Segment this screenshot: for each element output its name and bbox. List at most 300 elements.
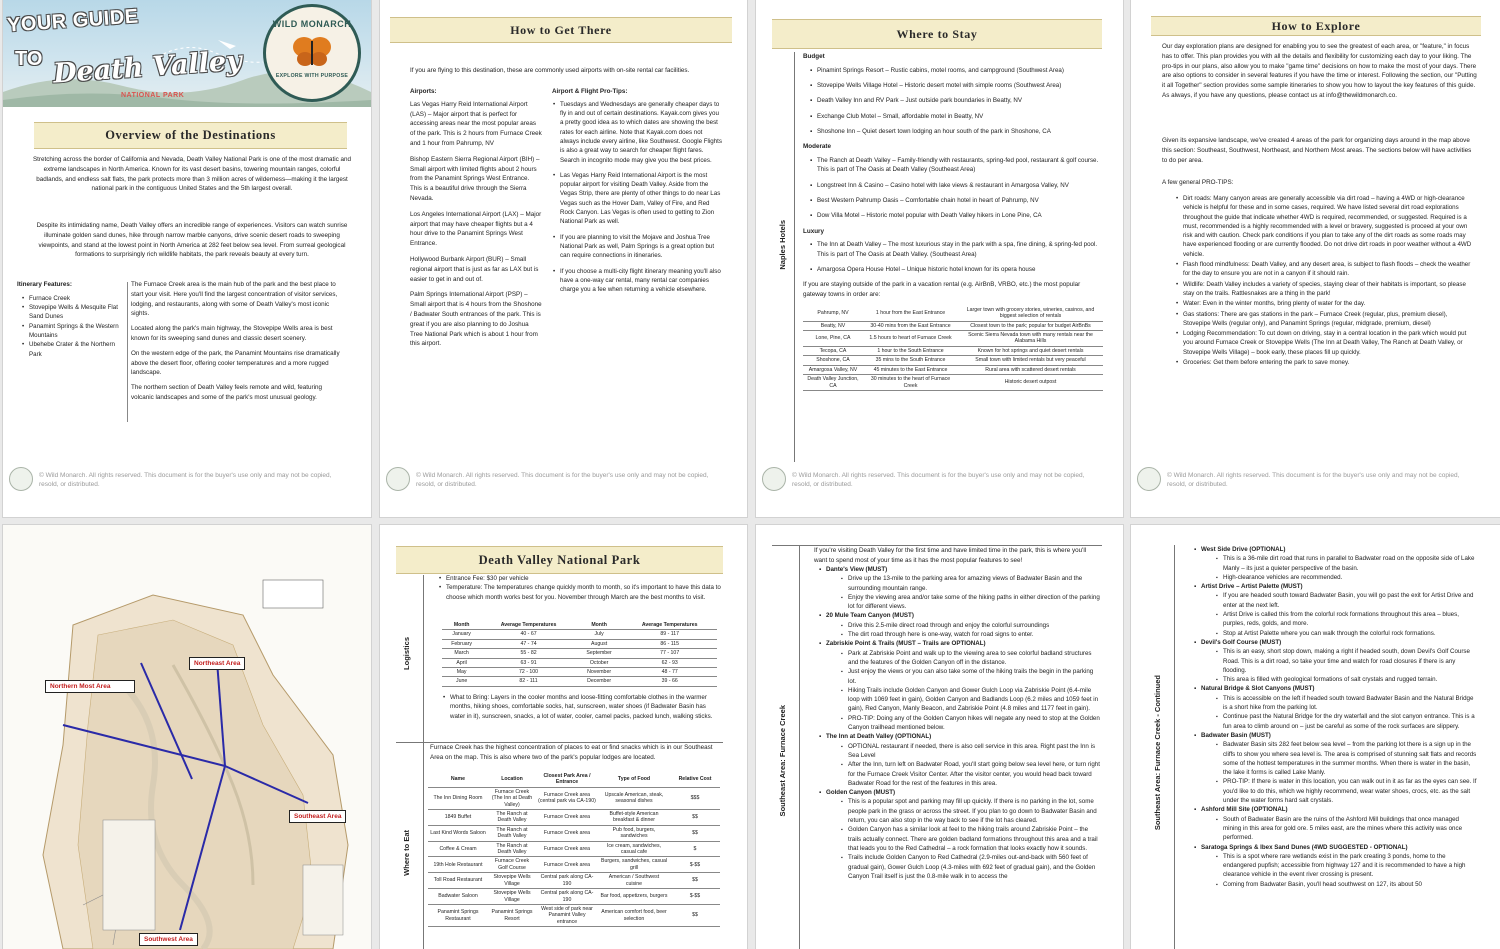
cover-title-1: YOUR GUIDE [6, 5, 140, 37]
table-cell: Badwater Saloon [428, 889, 488, 905]
hotel-item: ▪ Stovepipe Wells Village Hotel – Historic desert motel with simple rooms (Southwest Area) [809, 81, 1103, 90]
table-row [803, 365, 1103, 374]
table-cell: Scenic Sierra Nevada town with many rentals near the Alabama Hills [958, 331, 1103, 347]
table-cell: Central park along CA-190 [536, 873, 598, 889]
table-row [428, 889, 720, 905]
column-header: Month [576, 621, 623, 630]
explore-tip: • Gas stations: There are gas stations in the park – Furnace Creek (regular, plus, premium diesel), Stovepipe Wells (regular only), and Panamint Springs (regular, midgrade, premium, diesel) [1175, 310, 1475, 329]
page-footer [762, 471, 1092, 489]
table-cell: February [442, 639, 481, 648]
protips-heading: A few general PRO-TIPS: [1162, 179, 1234, 186]
footer-logo-icon [1137, 467, 1161, 491]
budget-label: Budget [803, 53, 825, 60]
table-cell: 86 - 115 [622, 639, 717, 648]
entrance-fee: • Entrance Fee: $30 per vehicle [438, 574, 723, 583]
airport-bur: Hollywood Burbank Airport (BUR) – Small regional airport that is just as far as LAX but is easier to get in and out of. [410, 255, 539, 283]
table-cell: Furnace Creek area (central park via CA-190) [536, 787, 598, 809]
table-cell: 1849 Buffet [428, 810, 488, 826]
stay-heading: Where to Stay [772, 19, 1102, 49]
badge-top-text: WILD MONARCH [272, 19, 352, 29]
explore-intro-1: Our day exploration plans are designed for enabling you to see the greatest of each area, or "feature," in focus has to offer. This plan provides you with all the details and flexibility for customizing each day to your liking. The pro-tips in our plans, also allow you to make "game time" decisions on how to make the most of your days. There are also options to consider in several features if you have the time or interest. Following the section, our "Putting it all Together" section provides some sample itineraries to show you how to layout the key features of this guide. As always, if you have any questions, please contact us at info@thewildmonarch.co. [1162, 43, 1477, 99]
table-cell: Pahrump, NV [803, 306, 863, 321]
feature-item [818, 639, 1100, 732]
airports-intro: If you are flying to this destination, these are commonly used airports with on-site rental car facilities. [410, 67, 690, 74]
table-row [803, 356, 1103, 365]
column-header: Month [442, 621, 481, 630]
table-cell: Furnace Creek area [536, 841, 598, 857]
temperature-note: • Temperature: The temperatures change quickly month to month, so it's important to have this data to choose which month works best for you. November through March are the best months to visit. [438, 583, 723, 602]
feature-title: ▪ The Inn at Death Valley (OPTIONAL) [826, 733, 932, 741]
continued-side-label: Southeast Area: Furnace Creek - Continued [1153, 675, 1162, 831]
page-where-to-stay [756, 0, 1123, 517]
hotel-item: ▪ The Ranch at Death Valley – Family-friendly with restaurants, spring-fed pool, restaurant & golf course. This is part of The Oasis at Death Valley (Southeast Area) [809, 156, 1103, 175]
table-header-row [428, 772, 720, 787]
feature-item: • Ubehebe Crater & the Northern Park [21, 340, 127, 359]
table-cell: American comfort food, beer selection [598, 904, 670, 926]
feature-title: ▪ Saratoga Springs & Ibex Sand Dunes (4WD SUGGESTED - OPTIONAL) [1201, 843, 1408, 851]
feature-title: ▪ Artist Drive – Artist Palette (MUST) [1201, 583, 1303, 591]
feature-detail: ▪ The dirt road through here is one-way, watch for road signs to enter. [840, 630, 1100, 639]
feature-detail: ▪ After the Inn, turn left on Badwater Road, you'll start going below sea level here, or turn right for the Furnace Creek Visitor Center. After the visitor center, you would head back toward Badwater Road for the rest of the features in this area. [840, 760, 1100, 788]
where-to-eat-intro: Furnace Creek has the highest concentration of places to eat or find snacks which is in our Southeast Area on the map. This is also where two of the park's popular lodges are located. [430, 744, 713, 761]
logistics-rule [423, 575, 424, 949]
feature-detail: ▪ This is a 36-mile dirt road that runs in parallel to Badwater road on the opposite side of Lake Manly – its just a quieter perspective of the basin. [1215, 554, 1477, 573]
table-cell: Historic desert outpost [958, 375, 1103, 391]
feature-detail: ▪ Badwater Basin sits 282 feet below sea level – from the parking lot there is a sign up in the cliffs to show you where sea level is. The area is comprised of stunning salt flats and records some of the hottest temperatures in the summer months. When there is water in the basin, the lake it forms is called Lake Manly. [1215, 740, 1477, 777]
footer-logo-icon [762, 467, 786, 491]
gateway-note: If you are staying outside of the park in a vacation rental (e.g. AirBnB, VRBO, etc.) the most popular gateway towns in order are: [803, 281, 1081, 299]
table-cell: Furnace Creek area [536, 810, 598, 826]
airports-column [410, 87, 542, 349]
table-cell: 45 minutes to the East Entrance [863, 365, 958, 374]
page-park-logistics [380, 525, 747, 949]
footer-text: © Wild Monarch. All rights reserved. This document is for the buyer's use only and may not be copied, resold, or distributed. [416, 472, 709, 488]
features-title: Itinerary Features: [17, 281, 72, 288]
southeast-side-rule [799, 545, 800, 949]
table-cell: The Ranch at Death Valley [488, 810, 536, 826]
table-row [428, 841, 720, 857]
table-cell: Coffee & Cream [428, 841, 488, 857]
table-cell: 35 mins to the South Entrance [863, 356, 958, 365]
what-to-bring: • What to Bring: Layers in the cooler months and loose-fitting comfortable clothes in the warmer months, hiking shoes, comfortable socks, hat, sunscreen, water shoes (if Badwater Basin has water in it), sunscreen, snacks, a lot of water, cooler, camel packs, packed lunch, walking sticks. [442, 693, 722, 721]
table-cell: 63 - 91 [481, 658, 576, 667]
table-cell: $ [670, 841, 720, 857]
table-cell: Known for hot springs and quiet desert rentals [958, 346, 1103, 355]
column-header: Closest Park Area / Entrance [536, 772, 598, 787]
table-row [803, 375, 1103, 391]
feature-item [818, 732, 1100, 788]
table-cell: The Ranch at Death Valley [488, 841, 536, 857]
restaurants-table [428, 772, 720, 927]
feature-detail: ▪ Drive this 2.5-mile direct road through and enjoy the colorful surroundings [840, 621, 1100, 630]
table-cell: Last Kind Words Saloon [428, 825, 488, 841]
feature-item [1193, 638, 1477, 684]
table-cell: 89 - 117 [622, 630, 717, 639]
table-cell: Shoshone, CA [803, 356, 863, 365]
table-cell: 30-40 mins from the East Entrance [863, 321, 958, 330]
feature-divider [127, 282, 128, 422]
table-cell: Small town with limited rentals but very peaceful [958, 356, 1103, 365]
table-cell: Buffet-style American breakfast & dinner [598, 810, 670, 826]
feature-title: ▪ Badwater Basin (MUST) [1201, 731, 1271, 739]
feature-title: ▪ Zabriskie Point & Trails (MUST – Trails are OPTIONAL) [826, 640, 986, 648]
feature-subitems [1201, 815, 1477, 843]
table-cell: 30 minutes to the heart of Furnace Creek [863, 375, 958, 391]
table-cell: Furnace Creek Golf Course [488, 857, 536, 873]
table-cell: 40 - 67 [481, 630, 576, 639]
table-cell: September [576, 649, 623, 658]
feature-subitems [1201, 852, 1477, 889]
table-cell: July [576, 630, 623, 639]
table-cell: Central park along CA-190 [536, 889, 598, 905]
page-map [3, 525, 371, 949]
explore-tip: • Dirt roads: Many canyon areas are generally accessible via dirt road – having a 4WD or high-clearance vehicle is helpful for these and in some cases, required. We have listed several dirt road explorations throughout the guide that indicate whether 4WD is required, recommended, or suggested. Required is a must, recommended is a highly recommended with a level or bravery, suggested is proceed at your own risk and with caution. Check park conditions if you plan to take any of the dirt roads as some roads may have experienced flooding or are currently flooded. Do not drive dirt roads in poor weather without a 4WD vehicle. [1175, 194, 1475, 259]
feature-detail: ▪ Coming from Badwater Basin, you'll head southwest on 127, its about 50 [1215, 880, 1477, 889]
feature-title: ▪ West Side Drive (OPTIONAL) [1201, 546, 1286, 553]
feature-detail: ▪ PRO-TIP: If there is water in this location, you can walk out in it as far as the eyes can see. If you'd like to do this, which we highly recommend, wear water shoes, crocs, etc. as the salt under the water forms hard salt crystals. [1215, 777, 1477, 805]
table-cell: Toll Road Restaurant [428, 873, 488, 889]
hotel-item: ▪ The Inn at Death Valley – The most luxurious stay in the park with a spa, fine dining, & spring-fed pool. This is part of The Oasis at Death Valley. (Southeast Area) [809, 240, 1103, 259]
feature-descriptions [131, 280, 343, 403]
table-row [803, 346, 1103, 355]
explore-tip: • Groceries: Get them before entering the park to save money. [1175, 358, 1475, 367]
logistics-side-label: Logistics [402, 637, 411, 670]
airport-bih: Bishop Eastern Sierra Regional Airport (BIH) – Small airport with limited flights about 2 hours from the Panamint Springs West Entrance. This is a beautiful drive through the Sierra Nevada. [410, 155, 540, 202]
table-cell: $$ [670, 825, 720, 841]
table-cell: 82 - 111 [481, 677, 576, 686]
table-cell: 1.5 hours to heart of Furnace Creek [863, 331, 958, 347]
feature-detail: ▪ Drive up the 13-mile to the parking area for amazing views of Badwater Basin and the surrounding mountain range. [840, 574, 1100, 593]
table-cell: Stovepipe Wells Village [488, 873, 536, 889]
table-row [442, 658, 717, 667]
feature-detail: ▪ This area is filled with geological formations of salt crystals and rugged terrain. [1215, 675, 1477, 684]
table-cell: 77 - 107 [622, 649, 717, 658]
table-row [428, 873, 720, 889]
feature-item [1193, 805, 1477, 842]
feature-detail: ▪ This is accessible on the left if headed south toward Badwater Basin and the Natural Bridge is a short hike from the parking lot. [1215, 694, 1477, 713]
table-cell: 47 - 74 [481, 639, 576, 648]
hotel-item: ▪ Exchange Club Motel – Small, affordable motel in Beatty, NV [809, 112, 1103, 121]
continued-features-list [1193, 545, 1477, 889]
badge-bottom-text: EXPLORE WITH PURPOSE [275, 73, 349, 79]
cover-subtitle: NATIONAL PARK [121, 92, 185, 99]
map-label-northern-most: Northern Most Area [45, 680, 135, 693]
feature-title: ▪ Golden Canyon (MUST) [826, 789, 896, 797]
table-cell: Bar food, appetizers, burgers [598, 889, 670, 905]
table-cell: January [442, 630, 481, 639]
table-row [803, 321, 1103, 330]
table-header-row [442, 621, 717, 630]
feature-detail: ▪ Hiking Trails include Golden Canyon and Gower Gulch Loop via Zabriskie Point (6.4-mile loop with 1069 feet in gain), Golden Canyon and Badlands Loop (6.2 miles and 1059 feet in gain), Red Canyon, Manly Beacon, and Zabriskie Point (4.8 miles and 1177 feet in gain). [840, 686, 1100, 714]
airport-psp: Palm Springs International Airport (PSP) – Small airport that is 4 hours from the Shoshone / Badwater South entrances of the park. This is great if you are also planning to do Joshua Tree National Park which is about 1 hour from this airport. [410, 291, 542, 348]
feature-item [1193, 684, 1477, 730]
hotel-item: ▪ Longstreet Inn & Casino – Casino hotel with lake views & restaurant in Amargosa Valley, NV [809, 181, 1103, 190]
table-row [428, 825, 720, 841]
moderate-label: Moderate [803, 143, 831, 151]
page-southeast-continued [1131, 525, 1500, 949]
table-cell: Furnace Creek (The Inn at Death Valley) [488, 787, 536, 809]
column-header: Type of Food [598, 772, 670, 787]
southeast-intro: If you're visiting Death Valley for the first time and have limited time in the park, this is where you'll want to spend most of your time as it has the most popular features to see! [814, 547, 1087, 564]
park-heading: Death Valley National Park [396, 546, 723, 574]
airports-title: Airports: [410, 88, 437, 95]
cover-title-3: Death Valley [52, 45, 243, 90]
table-cell: Rural area with scattered desert rentals [958, 365, 1103, 374]
itinerary-features [17, 280, 127, 359]
brand-badge [263, 4, 361, 102]
feature-item: • Stovepipe Wells & Mesquite Flat Sand Dunes [21, 303, 127, 322]
table-cell: October [576, 658, 623, 667]
footer-text: © Wild Monarch. All rights reserved. This document is for the buyer's use only and may not be copied, resold, or distributed. [39, 472, 332, 488]
table-cell: 72 - 100 [481, 668, 576, 677]
column-header: Location [488, 772, 536, 787]
feature-detail: ▪ This is a spot where rare wetlands exist in the park creating 3 ponds, home to the endangered pupfish; accessible from highway 127 and it is recommended to have a high clearance vehicle in the event river crossing is present. [1215, 852, 1477, 880]
table-cell: Burgers, sandwiches, casual grill [598, 857, 670, 873]
table-cell: Pub food, burgers, sandwiches [598, 825, 670, 841]
page-overview [3, 0, 371, 517]
table-row [428, 810, 720, 826]
feature-subitems [1201, 591, 1477, 637]
table-cell: Lone, Pine, CA [803, 331, 863, 347]
footer-logo-icon [386, 467, 410, 491]
page-footer [1137, 471, 1467, 489]
table-cell: March [442, 649, 481, 658]
table-cell: May [442, 668, 481, 677]
page-footer [9, 471, 339, 489]
stay-content [803, 52, 1103, 391]
table-cell: Furnace Creek area [536, 825, 598, 841]
feature-item: • Furnace Creek [21, 294, 127, 303]
airport-lax: Los Angeles International Airport (LAX) – Major airport that may have cheaper flights but a 4 hour drive to the Panamint Springs West Entrance. [410, 210, 542, 248]
feature-subitems [826, 574, 1100, 611]
explore-tips-list [1175, 194, 1475, 367]
table-row [442, 668, 717, 677]
feature-detail: ▪ This is an easy, short stop down, making a right if headed south, down Devil's Golf Course Road. This is a dirt road, so take your time and watch for road closures if there is any flooding. [1215, 647, 1477, 675]
table-cell: 55 - 82 [481, 649, 576, 658]
southeast-side-label: Southeast Area: Furnace Creek [778, 705, 787, 817]
table-cell: April [442, 658, 481, 667]
butterfly-icon [292, 35, 332, 67]
column-header: Average Temperatures [481, 621, 576, 630]
table-cell: Tecopa, CA [803, 346, 863, 355]
table-cell: The Ranch at Death Valley [488, 825, 536, 841]
feature-item [818, 788, 1100, 881]
overview-intro-2: Despite its intimidating name, Death Valley offers an incredible range of experiences. Visitors can watch sunrise illuminate golden sand dunes, hike through narrow marble canyons, drive scenic desert roads to sweeping viewpoints, and stand at the lowest point in North America at 282 feet below sea level. From surreal geological formations to surprisingly rich wildlife habitats, the park reveals beauty at every turn. [36, 222, 348, 259]
feature-detail: ▪ Artist Drive is called this from the colorful rock formations throughout this area – blues, purples, reds, golds, and more. [1215, 610, 1477, 629]
feature-detail: ▪ Continue past the Natural Bridge for the dry waterfall and the slot canyon entrance. This is a fun area to climb around on – just be careful as some of the rock surfaces are slippery. [1215, 712, 1477, 731]
feature-subitems [826, 649, 1100, 733]
explore-heading: How to Explore [1151, 16, 1481, 36]
table-cell: $$ [670, 904, 720, 926]
feature-subitems [826, 621, 1100, 640]
feature-detail: ▪ Trails include Golden Canyon to Red Cathedral (2.9-miles out-and-back with 560 feet of gradual gain), Gower Gulch Loop (4.3-miles with 692 feet of gradual gain), and the Golden Canyon Trail itself is just the 0.8-mile walk in to access the [840, 853, 1100, 881]
airport-las: Las Vegas Harry Reid International Airport (LAS) – Major airport that is perfect for accessing areas near the most popular areas of the park. This is 2 hours from Furnace Creek and 1 hour from Pahrump, NV [410, 100, 542, 147]
page-footer [386, 471, 716, 489]
feature-subitems [826, 742, 1100, 788]
what-to-bring-list [442, 693, 722, 721]
column-header: Average Temperatures [622, 621, 717, 630]
stovepipe-desc: Located along the park's main highway, the Stovepipe Wells area is best known for its sweeping sand dunes and classic desert scenery. [131, 325, 333, 342]
table-cell: Closest town to the park; popular for budget AirBnBs [958, 321, 1103, 330]
feature-detail: ▪ This is a popular spot and parking may fill up quickly. If there is no parking in the lot, some people park in the grass or across the street. If you plan to go down to Badwater Basin and return, you can also stop in the way back to see if the lot has cleared. [840, 797, 1100, 825]
table-row [803, 306, 1103, 321]
table-cell: The Inn Dining Room [428, 787, 488, 809]
table-cell: Beatty, NV [803, 321, 863, 330]
feature-detail: ▪ South of Badwater Basin are the ruins of the Ashford Mill buildings that once managed mining in this area for gold ore. 5 miles east, are the mines where this activity was once performed. [1215, 815, 1477, 843]
feature-item [818, 565, 1100, 611]
table-row [428, 904, 720, 926]
table-cell: $-$$ [670, 889, 720, 905]
table-cell: Upscale American, steak, seasonal dishes [598, 787, 670, 809]
table-cell: Ice cream, sandwiches, casual cafe [598, 841, 670, 857]
table-cell: August [576, 639, 623, 648]
protip-item: • If you are planning to visit the Mojave and Joshua Tree National Park as well, Palm Springs is a great option but can require connections in itineraries. [552, 233, 722, 261]
feature-item [1193, 545, 1477, 582]
page-southeast-area [756, 525, 1123, 949]
feature-detail: ▪ Stop at Artist Palette where you can walk through the colorful rock formations. [1215, 629, 1477, 638]
getting-there-heading: How to Get There [390, 17, 732, 43]
feature-subitems [826, 797, 1100, 881]
table-cell: 39 - 66 [622, 677, 717, 686]
feature-title: ▪ 20 Mule Team Canyon (MUST) [826, 612, 914, 620]
feature-detail: ▪ If you are headed south toward Badwater Basin, you will go past the exit for Artist Drive and enter at the next left. [1215, 591, 1477, 610]
table-cell: $$ [670, 873, 720, 889]
protips-list [552, 100, 722, 295]
hotel-item: ▪ Pinamint Springs Resort – Rustic cabins, motel rooms, and campground (Southwest Area) [809, 66, 1103, 75]
table-cell: 19th Hole Restaurant [428, 857, 488, 873]
protips-title: Airport & Flight Pro-Tips: [552, 88, 628, 95]
furnace-creek-desc: The Furnace Creek area is the main hub of the park and the best place to start your visit. Here you'll find the largest concentration of visitor services, lodging, and restaurants, along with some of Death Valley's most iconic sights. [131, 281, 338, 318]
feature-detail: ▪ OPTIONAL restaurant if needed, there is also cell service in this area. Right past the Inn is Sea Level [840, 742, 1100, 761]
feature-detail: ▪ Just enjoy the views or you can also take some of the hiking trails the begin in the parking lot. [840, 667, 1100, 686]
protip-item: • Las Vegas Harry Reid International Airport is the most popular airport for visiting Death Valley. Aside from the Vegas Strip, there are plenty of other things to do near Las Vegas such as the Hover Dam, Valley of Fire, and Red Rock Canyon. Las Vegas is often used to getting to Zion National Park as well. [552, 171, 722, 227]
footer-logo-icon [9, 467, 33, 491]
table-cell: Furnace Creek area [536, 857, 598, 873]
park-map [3, 525, 371, 949]
feature-subitems [1201, 694, 1477, 731]
table-cell: 48 - 77 [622, 668, 717, 677]
hotel-item: ▪ Shoshone Inn – Quiet desert town lodging an hour south of the park in Shoshone, CA [809, 127, 1103, 136]
protips-column [552, 87, 722, 294]
feature-title: ▪ Devil's Golf Course (MUST) [1201, 638, 1282, 646]
feature-item: • Panamint Springs & the Western Mountains [21, 322, 127, 341]
protip-item: • If you choose a multi-city flight itinerary meaning you'll also have a one-way car rental, many rental car companies charge you a fee when returning a vehicle elsewhere. [552, 267, 722, 295]
feature-detail: ▪ Golden Canyon has a similar look at feel to the hiking trails around Zabriskie Point – the trails actually connect. There are golden badland formations throughout this area and a trail that leads you to the Red Cathedral – a rock formation that looks exactly how it sounds. [840, 825, 1100, 853]
moderate-list [803, 156, 1103, 220]
table-cell: West side of park near Panamint Valley entrance [536, 904, 598, 926]
feature-detail: ▪ Enjoy the viewing area and/or take some of the hiking paths in either direction of the parking lot for different views. [840, 593, 1100, 612]
footer-text: © Wild Monarch. All rights reserved. This document is for the buyer's use only and may not be copied, resold, or distributed. [1167, 472, 1460, 488]
table-cell: June [442, 677, 481, 686]
explore-tip: • Water: Even in the winter months, bring plenty of water for the day. [1175, 299, 1475, 308]
feature-subitems [1201, 647, 1477, 684]
feature-detail: ▪ High-clearance vehicles are recommended. [1215, 573, 1477, 582]
temperature-table [442, 621, 717, 687]
page-how-to-explore [1131, 0, 1500, 517]
table-cell: Death Valley Junction, CA [803, 375, 863, 391]
table-cell: Panamint Springs Restaurant [428, 904, 488, 926]
table-cell: 62 - 93 [622, 658, 717, 667]
cover-banner [3, 0, 371, 107]
where-to-eat-side-label: Where to Eat [402, 830, 411, 876]
footer-text: © Wild Monarch. All rights reserved. This document is for the buyer's use only and may not be copied, resold, or distributed. [792, 472, 1085, 488]
feature-subitems [1201, 740, 1477, 805]
feature-title: ▪ Ashford Mill Site (OPTIONAL) [1201, 806, 1288, 814]
feature-detail: ▪ Park at Zabriskie Point and walk up to the viewing area to see colorful badland structures and the features of the Golden Canyon off in the distance. [840, 649, 1100, 668]
table-cell: $$ [670, 810, 720, 826]
feature-subitems [1201, 554, 1477, 582]
table-row [442, 639, 717, 648]
map-label-southwest: Southwest Area [139, 933, 198, 946]
table-cell: Amargosa Valley, NV [803, 365, 863, 374]
explore-intro-2: Given its expansive landscape, we've created 4 areas of the park for organizing days around in the map above this section: Southeast, Southwest, Northeast, and Northern Most areas. The sections below will have activities to do per area. [1162, 137, 1472, 164]
feature-item [1193, 731, 1477, 805]
table-cell: $-$$ [670, 857, 720, 873]
table-row [428, 787, 720, 809]
table-row [442, 649, 717, 658]
table-cell: Larger town with grocery stories, wineries, casinos, and biggest selection of rentals [958, 306, 1103, 321]
southeast-features-list [818, 565, 1100, 881]
luxury-label: Luxury [803, 227, 824, 235]
table-cell: Panamint Springs Resort [488, 904, 536, 926]
explore-tip: • Flash flood mindfulness: Death Valley, and any desert area, is subject to flash floods – check the weather for the day to ensure you are not in a canyon if it should rain. [1175, 260, 1475, 279]
table-cell: 1 hour from the East Entrance [863, 306, 958, 321]
column-header: Relative Cost [670, 772, 720, 787]
table-cell: Stovepipe Wells Village [488, 889, 536, 905]
features-list [17, 294, 127, 359]
stay-side-rule [794, 52, 795, 462]
table-cell: November [576, 668, 623, 677]
budget-list [803, 66, 1103, 136]
continued-side-rule [1174, 545, 1175, 949]
map-label-southeast: Southeast Area [289, 810, 346, 823]
hotel-item: ▪ Amargosa Opera House Hotel – Unique historic hotel known for its opera house [809, 265, 1103, 274]
feature-item [818, 611, 1100, 639]
table-row [428, 857, 720, 873]
logistics-list [438, 574, 723, 602]
feature-title: ▪ Dante's View (MUST) [826, 566, 888, 573]
explore-tip: • Wildlife: Death Valley includes a variety of species, staying clear of their habitats is important, so please stay on the trails. Rattlesnakes are a thing in the park! [1175, 280, 1475, 299]
table-row [442, 630, 717, 639]
overview-intro-1: Stretching across the border of California and Nevada, Death Valley National Park is one of the most dramatic and extreme landscapes in North America. Known for its vast desert basins, towering mountain ranges, colorful badlands, and endless salt flats, the park protects more than 3 million acres of wilderness—making it the largest national park in the contiguous United States and the 5th largest overall. [32, 156, 352, 193]
feature-item [1193, 582, 1477, 638]
table-cell: $$$ [670, 787, 720, 809]
overview-heading: Overview of the Destinations [34, 122, 347, 149]
protip-item: • Tuesdays and Wednesdays are generally cheaper days to fly in and out of certain destinations. Kayak.com gives you a pretty good idea as to which dates are showing the best rates for each airline. Note that Kayak.com does not always include every airline, like Southwest. Google Flights is also a great way to search for cheaper flight fares. Search in incognito mode may give you the best prices. [552, 100, 722, 165]
hotel-item: ▪ Dow Villa Motel – Historic motel popular with Death Valley hikers in Lone Pine, CA [809, 211, 1103, 220]
table-cell: American / Southwest cuisine [598, 873, 670, 889]
table-cell: December [576, 677, 623, 686]
hotel-item: ▪ Death Valley Inn and RV Park – Just outside park boundaries in Beatty, NV [809, 96, 1103, 105]
northern-desc: The northern section of Death Valley feels remote and wild, featuring volcanic landscapes and some of the park's most unusual geology. [131, 384, 322, 401]
table-row [442, 677, 717, 686]
table-cell: 1 hour to the South Entrance [863, 346, 958, 355]
gateway-towns-table [803, 306, 1103, 391]
column-header: Name [428, 772, 488, 787]
feature-title: ▪ Natural Bridge & Slot Canyons (MUST) [1201, 685, 1315, 693]
luxury-list [803, 240, 1103, 274]
stay-side-label: Naples Hotels [778, 220, 787, 270]
feature-detail: ▪ PRO-TIP: Doing any of the Golden Canyon hikes will negate any need to stop at the Golden Canyon trailhead mentioned below. [840, 714, 1100, 733]
hotel-item: ▪ Best Western Pahrump Oasis – Comfortable chain hotel in heart of Pahrump, NV [809, 196, 1103, 205]
panamint-desc: On the western edge of the park, the Panamint Mountains rise dramatically above the desert floor, offering cooler temperatures and a more rugged landscape. [131, 349, 340, 377]
feature-item [1193, 843, 1477, 889]
explore-tip: • Lodging Recommendation: To cut down on driving, stay in a central location in the park which would put you around Furnace Creek or Stovepipe Wells (The Inn at Death Valley, The Ranch at Death Valley, or Stovepipe Wells Village) – book early, these places fill up quickly. [1175, 329, 1475, 357]
map-label-northeast: Northeast Area [189, 657, 245, 670]
cover-title-2: TO [15, 48, 43, 70]
page-how-to-get-there [380, 0, 747, 517]
table-row [803, 331, 1103, 347]
